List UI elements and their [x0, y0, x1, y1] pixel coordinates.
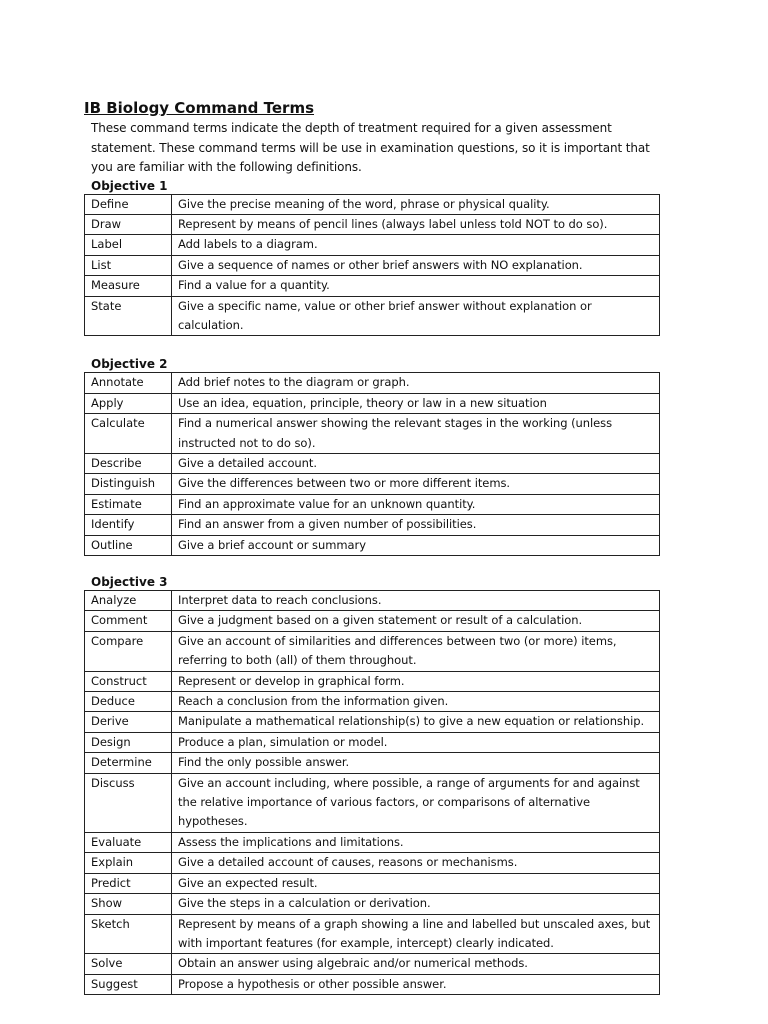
command-term: Compare [85, 631, 172, 671]
objective-heading: Objective 3 [91, 575, 168, 589]
table-row [85, 832, 660, 852]
command-terms-table-objective-3 [84, 590, 660, 995]
command-term: Comment [85, 611, 172, 631]
command-term: Calculate [85, 414, 172, 454]
intro-paragraph: These command terms indicate the depth of treatment required for a given assessment statement. These command terms will be use in examination questions, so it is important that you are familiar with the following definitions. [91, 121, 650, 174]
command-term-definition: Give a specific name, value or other brief answer without explanation or calculation. [172, 296, 660, 336]
objective-heading: Objective 2 [91, 357, 168, 372]
table-row [85, 235, 660, 255]
table-row [85, 712, 660, 732]
command-term: Apply [85, 393, 172, 413]
document-title: IB Biology Command Terms [84, 99, 315, 117]
command-term: Draw [85, 214, 172, 234]
command-term-definition: Find the only possible answer. [172, 753, 660, 773]
command-term: Suggest [85, 974, 172, 994]
table-row [85, 773, 660, 832]
command-term-definition: Reach a conclusion from the information given. [172, 692, 660, 712]
table-row [85, 296, 660, 336]
table-row [85, 535, 660, 555]
command-term-definition: Give a sequence of names or other brief answers with NO explanation. [172, 255, 660, 275]
command-term: Derive [85, 712, 172, 732]
table-row [85, 214, 660, 234]
command-term: Define [85, 194, 172, 214]
command-term: Describe [85, 453, 172, 473]
command-term-definition: Find a value for a quantity. [172, 276, 660, 296]
table-row [85, 732, 660, 752]
command-term: Determine [85, 753, 172, 773]
table-row [85, 671, 660, 691]
table-row [85, 276, 660, 296]
table-row [85, 255, 660, 275]
command-term-definition: Represent or develop in graphical form. [172, 671, 660, 691]
command-term: Explain [85, 853, 172, 873]
command-term-definition: Give the differences between two or more different items. [172, 474, 660, 494]
table-row [85, 591, 660, 611]
table-row [85, 474, 660, 494]
command-term: Distinguish [85, 474, 172, 494]
command-term-definition: Propose a hypothesis or other possible answer. [172, 974, 660, 994]
table-row [85, 974, 660, 994]
objective-heading: Objective 1 [91, 178, 168, 193]
command-term-definition: Give an expected result. [172, 873, 660, 893]
command-term-definition: Add labels to a diagram. [172, 235, 660, 255]
command-term-definition: Use an idea, equation, principle, theory or law in a new situation [172, 393, 660, 413]
command-term-definition: Give an account of similarities and differences between two (or more) items, referring to both (all) of them throughout. [172, 631, 660, 671]
table-row [85, 414, 660, 454]
command-term: Predict [85, 873, 172, 893]
command-term-definition: Represent by means of pencil lines (always label unless told NOT to do so). [172, 214, 660, 234]
command-term: State [85, 296, 172, 336]
table-row [85, 853, 660, 873]
objectives-container [84, 178, 660, 996]
command-term-definition: Interpret data to reach conclusions. [172, 591, 660, 611]
command-term: Identify [85, 515, 172, 535]
command-term-definition: Add brief notes to the diagram or graph. [172, 373, 660, 393]
command-term: Show [85, 894, 172, 914]
command-term: Design [85, 732, 172, 752]
command-term: Outline [85, 535, 172, 555]
command-term-definition: Find a numerical answer showing the relevant stages in the working (unless instructed not to do so). [172, 414, 660, 454]
table-row [85, 373, 660, 393]
objective-section-1 [84, 178, 660, 337]
command-term-definition: Manipulate a mathematical relationship(s) to give a new equation or relationship. [172, 712, 660, 732]
table-row [85, 753, 660, 773]
command-term: Construct [85, 671, 172, 691]
command-term-definition: Assess the implications and limitations. [172, 832, 660, 852]
table-row [85, 914, 660, 954]
table-row [85, 611, 660, 631]
command-term-definition: Represent by means of a graph showing a line and labelled but unscaled axes, but with important features (for example, intercept) clearly indicated. [172, 914, 660, 954]
table-row [85, 692, 660, 712]
command-term: List [85, 255, 172, 275]
command-term-definition: Give a detailed account. [172, 453, 660, 473]
command-terms-table-objective-2 [84, 372, 660, 556]
command-term: Deduce [85, 692, 172, 712]
table-row [85, 631, 660, 671]
command-term: Annotate [85, 373, 172, 393]
command-term-definition: Obtain an answer using algebraic and/or numerical methods. [172, 954, 660, 974]
table-row [85, 894, 660, 914]
command-term-definition: Give a brief account or summary [172, 535, 660, 555]
command-term-definition: Give a judgment based on a given statement or result of a calculation. [172, 611, 660, 631]
table-row [85, 954, 660, 974]
command-term-definition: Produce a plan, simulation or model. [172, 732, 660, 752]
command-term-definition: Give the precise meaning of the word, phrase or physical quality. [172, 194, 660, 214]
objective-section-3 [84, 574, 660, 995]
command-term: Label [85, 235, 172, 255]
command-term: Measure [85, 276, 172, 296]
command-term-definition: Find an approximate value for an unknown quantity. [172, 494, 660, 514]
document-page [84, 98, 660, 995]
command-term: Discuss [85, 773, 172, 832]
table-row [85, 873, 660, 893]
command-term: Estimate [85, 494, 172, 514]
command-term-definition: Find an answer from a given number of possibilities. [172, 515, 660, 535]
command-term: Sketch [85, 914, 172, 954]
table-row [85, 515, 660, 535]
command-terms-table-objective-1 [84, 194, 660, 337]
command-term: Evaluate [85, 832, 172, 852]
command-term: Analyze [85, 591, 172, 611]
table-row [85, 494, 660, 514]
command-term-definition: Give an account including, where possible, a range of arguments for and against the relative importance of various factors, or comparisons of alternative hypotheses. [172, 773, 660, 832]
command-term-definition: Give a detailed account of causes, reasons or mechanisms. [172, 853, 660, 873]
objective-section-2 [84, 356, 660, 556]
table-row [85, 393, 660, 413]
command-term: Solve [85, 954, 172, 974]
table-row [85, 453, 660, 473]
table-row [85, 194, 660, 214]
command-term-definition: Give the steps in a calculation or derivation. [172, 894, 660, 914]
